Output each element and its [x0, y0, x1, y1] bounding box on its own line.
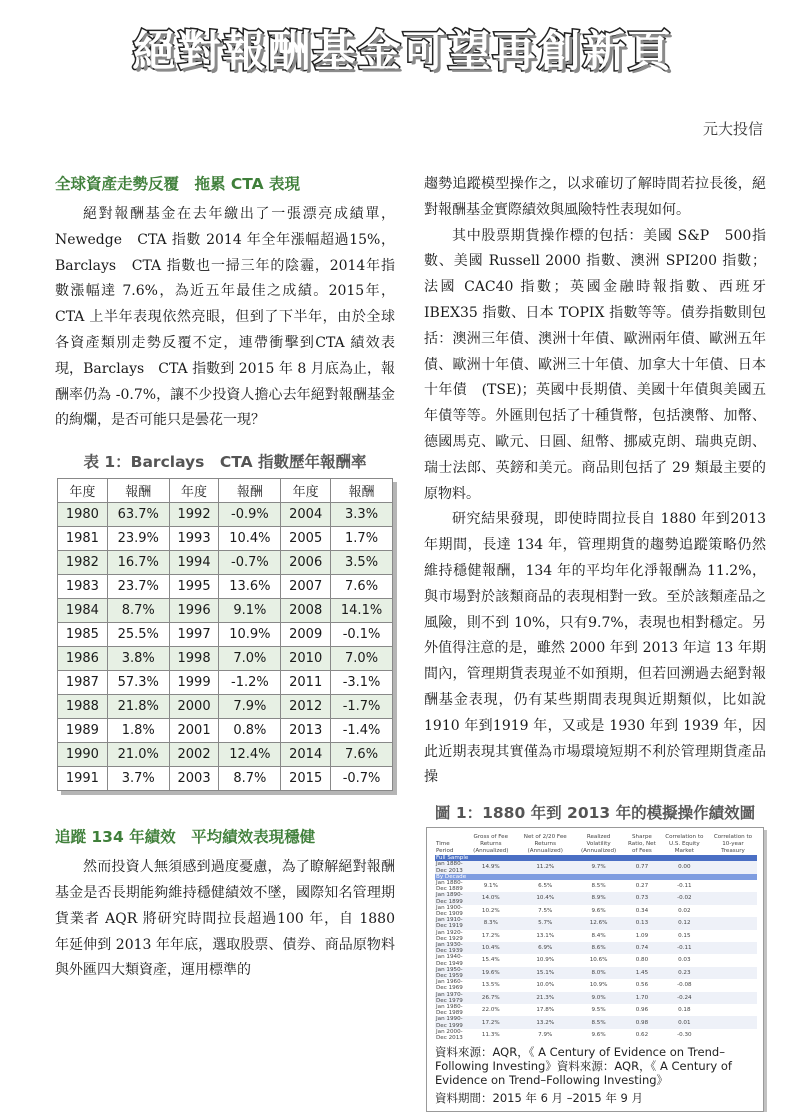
- figure-cell: Jan 1990-Dec 1999: [436, 1016, 463, 1029]
- table-row: [58, 575, 393, 599]
- figure-cell: 9.6%: [591, 1031, 606, 1038]
- figure-cell: 0.23: [660, 967, 709, 979]
- figure-cell: 0.56: [635, 982, 649, 989]
- table-cell: -0.9%: [219, 503, 281, 527]
- table-cell: 1987: [58, 671, 108, 695]
- table-cell: 23.7%: [107, 575, 169, 599]
- figure-table: [435, 834, 757, 1041]
- table-cell: 1.7%: [331, 527, 393, 551]
- figure-header-cell: Sharpe Ratio, Net of Fees: [628, 834, 656, 855]
- figure-cell: [709, 1029, 757, 1041]
- table-row: [58, 647, 393, 671]
- table-cell: 2006: [281, 551, 331, 575]
- table-cell: 2007: [281, 575, 331, 599]
- figure-cell: 8.9%: [573, 892, 624, 904]
- figure-cell: 15.1%: [517, 967, 573, 979]
- table-cell: 13.6%: [219, 575, 281, 599]
- table-cell: 1983: [58, 575, 108, 599]
- figure-header-cell: Gross of Fee Returns (Annualized): [473, 834, 509, 855]
- figure-cell: 17.2%: [464, 1016, 517, 1028]
- figure-caption: 圖 1：1880 年到 2013 年的模擬操作績效圖: [434, 804, 756, 823]
- figure-cell: [709, 880, 757, 892]
- figure-cell: 21.3%: [517, 992, 573, 1004]
- figure-cell: 11.3%: [481, 1031, 500, 1038]
- figure-row: [435, 905, 757, 917]
- table-cell: 16.7%: [107, 551, 169, 575]
- figure-cell: 17.2%: [481, 932, 500, 939]
- table-cell: 1988: [58, 695, 108, 719]
- figure-cell: 5.7%: [517, 917, 573, 929]
- figure-cell: 26.7%: [464, 992, 517, 1004]
- figure-cell: 6.9%: [517, 942, 573, 954]
- figure-cell: Jan 1960-Dec 1969: [436, 979, 463, 992]
- table-cell: 1998: [169, 647, 219, 671]
- figure-cell: [709, 954, 757, 966]
- table-cell: 2010: [281, 647, 331, 671]
- table-cell: -0.7%: [331, 767, 393, 791]
- figure-cell: Jan 1890-Dec 1899: [436, 892, 463, 905]
- figure-cell: -0.24: [660, 992, 709, 1004]
- figure-cell: 10.4%: [464, 942, 517, 954]
- figure-header-cell: Time Period: [436, 841, 454, 855]
- figure-cell: Jan 2000-Dec 2013: [436, 1028, 463, 1042]
- figure-row: [435, 880, 757, 892]
- figure-cell: [709, 930, 757, 942]
- table-cell: 2015: [281, 767, 331, 791]
- figure-cell: [709, 892, 757, 904]
- paragraph-aqr-study: 然而投資人無須感到過度憂慮，為了瞭解絕對報酬基金是否長期能夠維持穩健績效不墜，國際知名管理期貨業者 AQR 將研究時間拉長超過100 年，自 1880 年延伸到 2013 年年底，選取股票、債券、商品原物料與外匯四大類資產，運用標準的: [55, 859, 395, 979]
- figure-cell: Jan 1880-Dec 2013: [436, 861, 463, 874]
- table-header-cell: 報酬: [107, 479, 169, 503]
- table-cell: 1980: [58, 503, 108, 527]
- figure-cell: 10.6%: [589, 957, 608, 964]
- figure-cell: Jan 1920-Dec 1929: [436, 929, 463, 942]
- table-cell: 2009: [281, 623, 331, 647]
- figure-cell: 0.13: [624, 917, 660, 929]
- table-cell: 1986: [58, 647, 108, 671]
- figure-cell: -0.08: [677, 982, 692, 989]
- table-header-cell: 年度: [169, 479, 219, 503]
- figure-band-label: By Decade: [435, 874, 757, 880]
- figure-cell: 0.96: [635, 1007, 649, 1014]
- article-title: 絕對報酬基金可望再創新頁: [132, 27, 673, 77]
- table-cell: 8.7%: [107, 599, 169, 623]
- figure-cell: [709, 979, 757, 991]
- table-cell: 7.6%: [331, 575, 393, 599]
- table-cell: 7.0%: [219, 647, 281, 671]
- figure-row: [435, 979, 757, 991]
- figure-row: [435, 954, 757, 966]
- table-cell: 10.4%: [219, 527, 281, 551]
- table-row: [58, 503, 393, 527]
- table-cell: 14.1%: [331, 599, 393, 623]
- figure-cell: 1.45: [624, 967, 660, 979]
- figure-cell: Jan 1910-Dec 1919: [436, 917, 463, 930]
- table-cell: 7.6%: [331, 743, 393, 767]
- table-cell: 21.8%: [107, 695, 169, 719]
- right-column: [424, 172, 766, 1112]
- figure-cell: [709, 861, 757, 873]
- figure-cell: 0.02: [678, 907, 691, 914]
- figure-table-body: [435, 855, 757, 1041]
- figure-cell: -0.02: [660, 892, 709, 904]
- figure-cell: 9.1%: [483, 883, 498, 890]
- table-cell: 1985: [58, 623, 108, 647]
- figure-cell: 10.2%: [481, 907, 500, 914]
- section-heading-2: 追蹤 134 年績效 平均績效表現穩健: [55, 828, 316, 847]
- table-caption: 表 1：Barclays CTA 指數歷年報酬率: [83, 453, 367, 472]
- table-cell: 2011: [281, 671, 331, 695]
- table-cell: 2004: [281, 503, 331, 527]
- table-cell: 1984: [58, 599, 108, 623]
- table-cell: 57.3%: [107, 671, 169, 695]
- figure-cell: [709, 1016, 757, 1028]
- table-cell: 3.3%: [331, 503, 393, 527]
- figure-cell: [709, 967, 757, 979]
- table-cell: 1990: [58, 743, 108, 767]
- figure-cell: 8.0%: [573, 967, 624, 979]
- figure-cell: 13.2%: [517, 1016, 573, 1028]
- figure-cell: Jan 1900-Dec 1909: [436, 904, 463, 917]
- table-cell: 1989: [58, 719, 108, 743]
- figure-cell: Jan 1970-Dec 1979: [436, 991, 463, 1004]
- figure-cell: 0.27: [635, 883, 649, 890]
- table-cell: 12.4%: [219, 743, 281, 767]
- figure-cell: 8.5%: [573, 1016, 624, 1028]
- table-cell: 1982: [58, 551, 108, 575]
- table-row: [58, 767, 393, 791]
- figure-row: [435, 1029, 757, 1041]
- table-cell: -3.1%: [331, 671, 393, 695]
- figure-cell: 9.6%: [591, 907, 606, 914]
- figure-cell: 0.18: [678, 1007, 691, 1014]
- table-cell: 1.8%: [107, 719, 169, 743]
- table-cell: 8.7%: [219, 767, 281, 791]
- table-cell: 1991: [58, 767, 108, 791]
- figure-cell: 0.74: [624, 942, 660, 954]
- figure-cell: 0.80: [635, 957, 649, 964]
- figure-cell: [709, 942, 757, 954]
- figure-cell: 0.00: [660, 861, 709, 873]
- figure-cell: 8.6%: [573, 942, 624, 954]
- table-header-row: [58, 479, 393, 503]
- table-header-cell: 報酬: [219, 479, 281, 503]
- figure-cell: 13.5%: [481, 982, 500, 989]
- table-cell: -0.1%: [331, 623, 393, 647]
- paragraph-continuation: 趨勢追蹤模型操作之，以求確切了解時間若拉長後，絕對報酬基金實際績效與風險特性表現如何。: [424, 176, 766, 218]
- figure-row: [435, 992, 757, 1004]
- table-cell: 0.8%: [219, 719, 281, 743]
- figure-cell: 10.4%: [517, 892, 573, 904]
- figure-cell: -0.30: [677, 1031, 692, 1038]
- table-cell: 1999: [169, 671, 219, 695]
- table-cell: 2005: [281, 527, 331, 551]
- figure-header-cell: Net of 2/20 Fee Returns (Annualized): [523, 834, 567, 855]
- figure-period-note: 資料期間：2015 年 6 月 –2015 年 9 月: [435, 1091, 644, 1106]
- figure-cell: -0.11: [660, 942, 709, 954]
- figure-cell: [709, 917, 757, 929]
- table-cell: 23.9%: [107, 527, 169, 551]
- figure-row: [435, 1004, 757, 1016]
- figure-cell: 9.7%: [573, 861, 624, 873]
- figure-cell: 22.0%: [481, 1007, 500, 1014]
- figure-cell: 0.98: [624, 1016, 660, 1028]
- figure-cell: 1.70: [624, 992, 660, 1004]
- figure-full-sample-row: [435, 861, 757, 873]
- table-cell: 7.9%: [219, 695, 281, 719]
- table-cell: 2014: [281, 743, 331, 767]
- figure-cell: 8.4%: [591, 932, 606, 939]
- figure-cell: 6.5%: [538, 883, 553, 890]
- figure-header-cell: Correlation to 10-year Treasury: [713, 834, 753, 855]
- figure-source-note: 資料來源：AQR，《 A Century of Evidence on Trend–Following Investing》資料來源：AQR，《 A Century of Evidence on Trend–Following Investing》: [435, 1045, 732, 1088]
- table-cell: 2008: [281, 599, 331, 623]
- table-row: [58, 695, 393, 719]
- figure-cell: 15.4%: [481, 957, 500, 964]
- figure-row: [435, 917, 757, 929]
- figure-simulated-performance: [426, 827, 764, 1112]
- table-cell: 1997: [169, 623, 219, 647]
- figure-cell: 0.34: [635, 907, 649, 914]
- table-header-cell: 年度: [58, 479, 108, 503]
- table-cell: 1992: [169, 503, 219, 527]
- figure-cell: 0.12: [660, 917, 709, 929]
- figure-row: [435, 1016, 757, 1028]
- figure-cell: Jan 1980-Dec 1989: [436, 1004, 463, 1017]
- figure-cell: 14.9%: [464, 861, 517, 873]
- figure-cell: 7.9%: [538, 1031, 553, 1038]
- table-cell: -0.7%: [219, 551, 281, 575]
- figure-cell: 0.73: [624, 892, 660, 904]
- figure-cell: 0.01: [660, 1016, 709, 1028]
- table-cell: 10.9%: [219, 623, 281, 647]
- table-cell: 2003: [169, 767, 219, 791]
- figure-cell: Jan 1950-Dec 1959: [436, 966, 463, 979]
- figure-cell: 9.5%: [591, 1007, 606, 1014]
- figure-cell: 8.3%: [464, 917, 517, 929]
- figure-cell: 0.15: [678, 932, 691, 939]
- table-cell: 3.8%: [107, 647, 169, 671]
- table-cell: -1.2%: [219, 671, 281, 695]
- table-body: [58, 503, 393, 791]
- table-cell: -1.7%: [331, 695, 393, 719]
- table-row: [58, 623, 393, 647]
- author-name: 元大投信: [702, 120, 763, 138]
- figure-cell: 0.62: [635, 1031, 649, 1038]
- table-header-cell: 報酬: [331, 479, 393, 503]
- table-cell: 1993: [169, 527, 219, 551]
- figure-cell: Jan 1880-Dec 1889: [436, 879, 463, 893]
- table-row: [58, 671, 393, 695]
- table-header-cell: 年度: [281, 479, 331, 503]
- figure-header-row: [435, 834, 757, 855]
- figure-cell: 8.5%: [591, 883, 606, 890]
- figure-cell: 17.8%: [536, 1007, 555, 1014]
- table-cell: 63.7%: [107, 503, 169, 527]
- figure-cell: 1.09: [635, 932, 649, 939]
- table-cell: 2000: [169, 695, 219, 719]
- figure-row: [435, 942, 757, 954]
- figure-band-label: Full Sample: [435, 855, 757, 861]
- table-cell: 2012: [281, 695, 331, 719]
- figure-cell: 10.9%: [536, 957, 555, 964]
- figure-row: [435, 892, 757, 904]
- figure-row: [435, 930, 757, 942]
- table-cell: 1994: [169, 551, 219, 575]
- figure-header-cell: Realized Volatility (Annualized): [580, 834, 617, 855]
- section-heading-1: 全球資產走勢反覆 拖累 CTA 表現: [55, 175, 301, 193]
- figure-cell: 0.03: [678, 957, 691, 964]
- figure-cell: 9.0%: [573, 992, 624, 1004]
- table-row: [58, 719, 393, 743]
- table-cell: 1995: [169, 575, 219, 599]
- figure-header-cell: Correlation to U.S. Equity Market: [665, 834, 704, 855]
- table-cell: 25.5%: [107, 623, 169, 647]
- figure-cell: 14.0%: [464, 892, 517, 904]
- figure-cell: Jan 1940-Dec 1949: [436, 954, 463, 967]
- figure-cell: 0.77: [624, 861, 660, 873]
- paragraph-instruments: 其中股票期貨操作標的包括：美國 S&P 500指數、美國 Russell 2000 指數、澳洲 SPI200 指數；法國 CAC40 指數；英國金融時報指數、西班牙IBEX35 指數、日本 TOPIX 指數等等。債券指數則包括：澳洲三年債、澳洲十年債、歐洲兩年債、歐洲五年債、歐洲十年債、歐洲三十年債、加拿大十年債、日本十年債 (TSE)；英國中長期債、美國十年債與美國五年債等等。外匯則包括了十種貨幣，包括澳幣、加幣、德國馬克、歐元、日圓、紐幣、挪威克朗、瑞典克朗、瑞士法郎、英鎊和美元。商品則包括了 29 類最主要的原物料。: [424, 227, 766, 502]
- table-cell: 3.7%: [107, 767, 169, 791]
- table-cell: 1981: [58, 527, 108, 551]
- left-column: [55, 172, 395, 984]
- paragraph-intro: 絕對報酬基金在去年繳出了一張漂亮成績單，Newedge CTA 指數 2014 年全年漲幅超過15%，Barclays CTA 指數也一掃三年的陰霾，2014年指數漲幅達 7.6%，為近五年最佳之成績。2015年，CTA 上半年表現依然亮眼，但到了下半年，由於全球各資產類別走勢反覆不定，連帶衝擊到CTA 績效表現，Barclays CTA 指數到 2015 年 8 月底為止，報酬率仍為 -0.7%，讓不少投資人擔心去年絕對報酬基金的絢爛，是否可能只是曇花一現？: [55, 206, 395, 429]
- figure-cell: 11.2%: [517, 861, 573, 873]
- cta-returns-table: [57, 478, 393, 791]
- figure-row: [435, 967, 757, 979]
- table-cell: 1996: [169, 599, 219, 623]
- figure-cell: [709, 1004, 757, 1016]
- table-cell: 2002: [169, 743, 219, 767]
- table-row: [58, 743, 393, 767]
- table-cell: 2001: [169, 719, 219, 743]
- table-cell: 2013: [281, 719, 331, 743]
- table-cell: -1.4%: [331, 719, 393, 743]
- table-cell: 7.0%: [331, 647, 393, 671]
- table-row: [58, 599, 393, 623]
- table-row: [58, 551, 393, 575]
- figure-cell: 12.6%: [573, 917, 624, 929]
- table-row: [58, 527, 393, 551]
- figure-cell: 10.0%: [536, 982, 555, 989]
- table-cell: 21.0%: [107, 743, 169, 767]
- figure-cell: [709, 992, 757, 1004]
- figure-cell: 10.9%: [589, 982, 608, 989]
- figure-cell: [709, 905, 757, 917]
- figure-cell: 13.1%: [536, 932, 555, 939]
- figure-cell: -0.11: [677, 883, 692, 890]
- figure-cell: 19.6%: [464, 967, 517, 979]
- figure-cell: 7.5%: [538, 907, 553, 914]
- table-cell: 3.5%: [331, 551, 393, 575]
- table-cell: 9.1%: [219, 599, 281, 623]
- paragraph-findings: 研究結果發現，即使時間拉長自 1880 年到2013 年期間，長達 134 年，管理期貨的趨勢追蹤策略仍然維持穩健報酬，134 年的平均年化淨報酬為 11.2%，與市場對於該類商品的表現相對一致。至於該類產品之風險，則不到 10%，只有9.7%，表現也相對穩定。另外值得注意的是，雖然 2000 年到 2013 年這 13 年期間內，管理期貨表現並不如預期，但若回溯過去絕對報酬基金表現，仍有某些期間表現與近期類似，比如說 1910 年到1919 年，又或是 1930 年到 1939 年，因此近期表現其實僅為市場環境短期不利於管理期貨產品操: [424, 511, 766, 786]
- figure-cell: Jan 1930-Dec 1939: [436, 941, 463, 955]
